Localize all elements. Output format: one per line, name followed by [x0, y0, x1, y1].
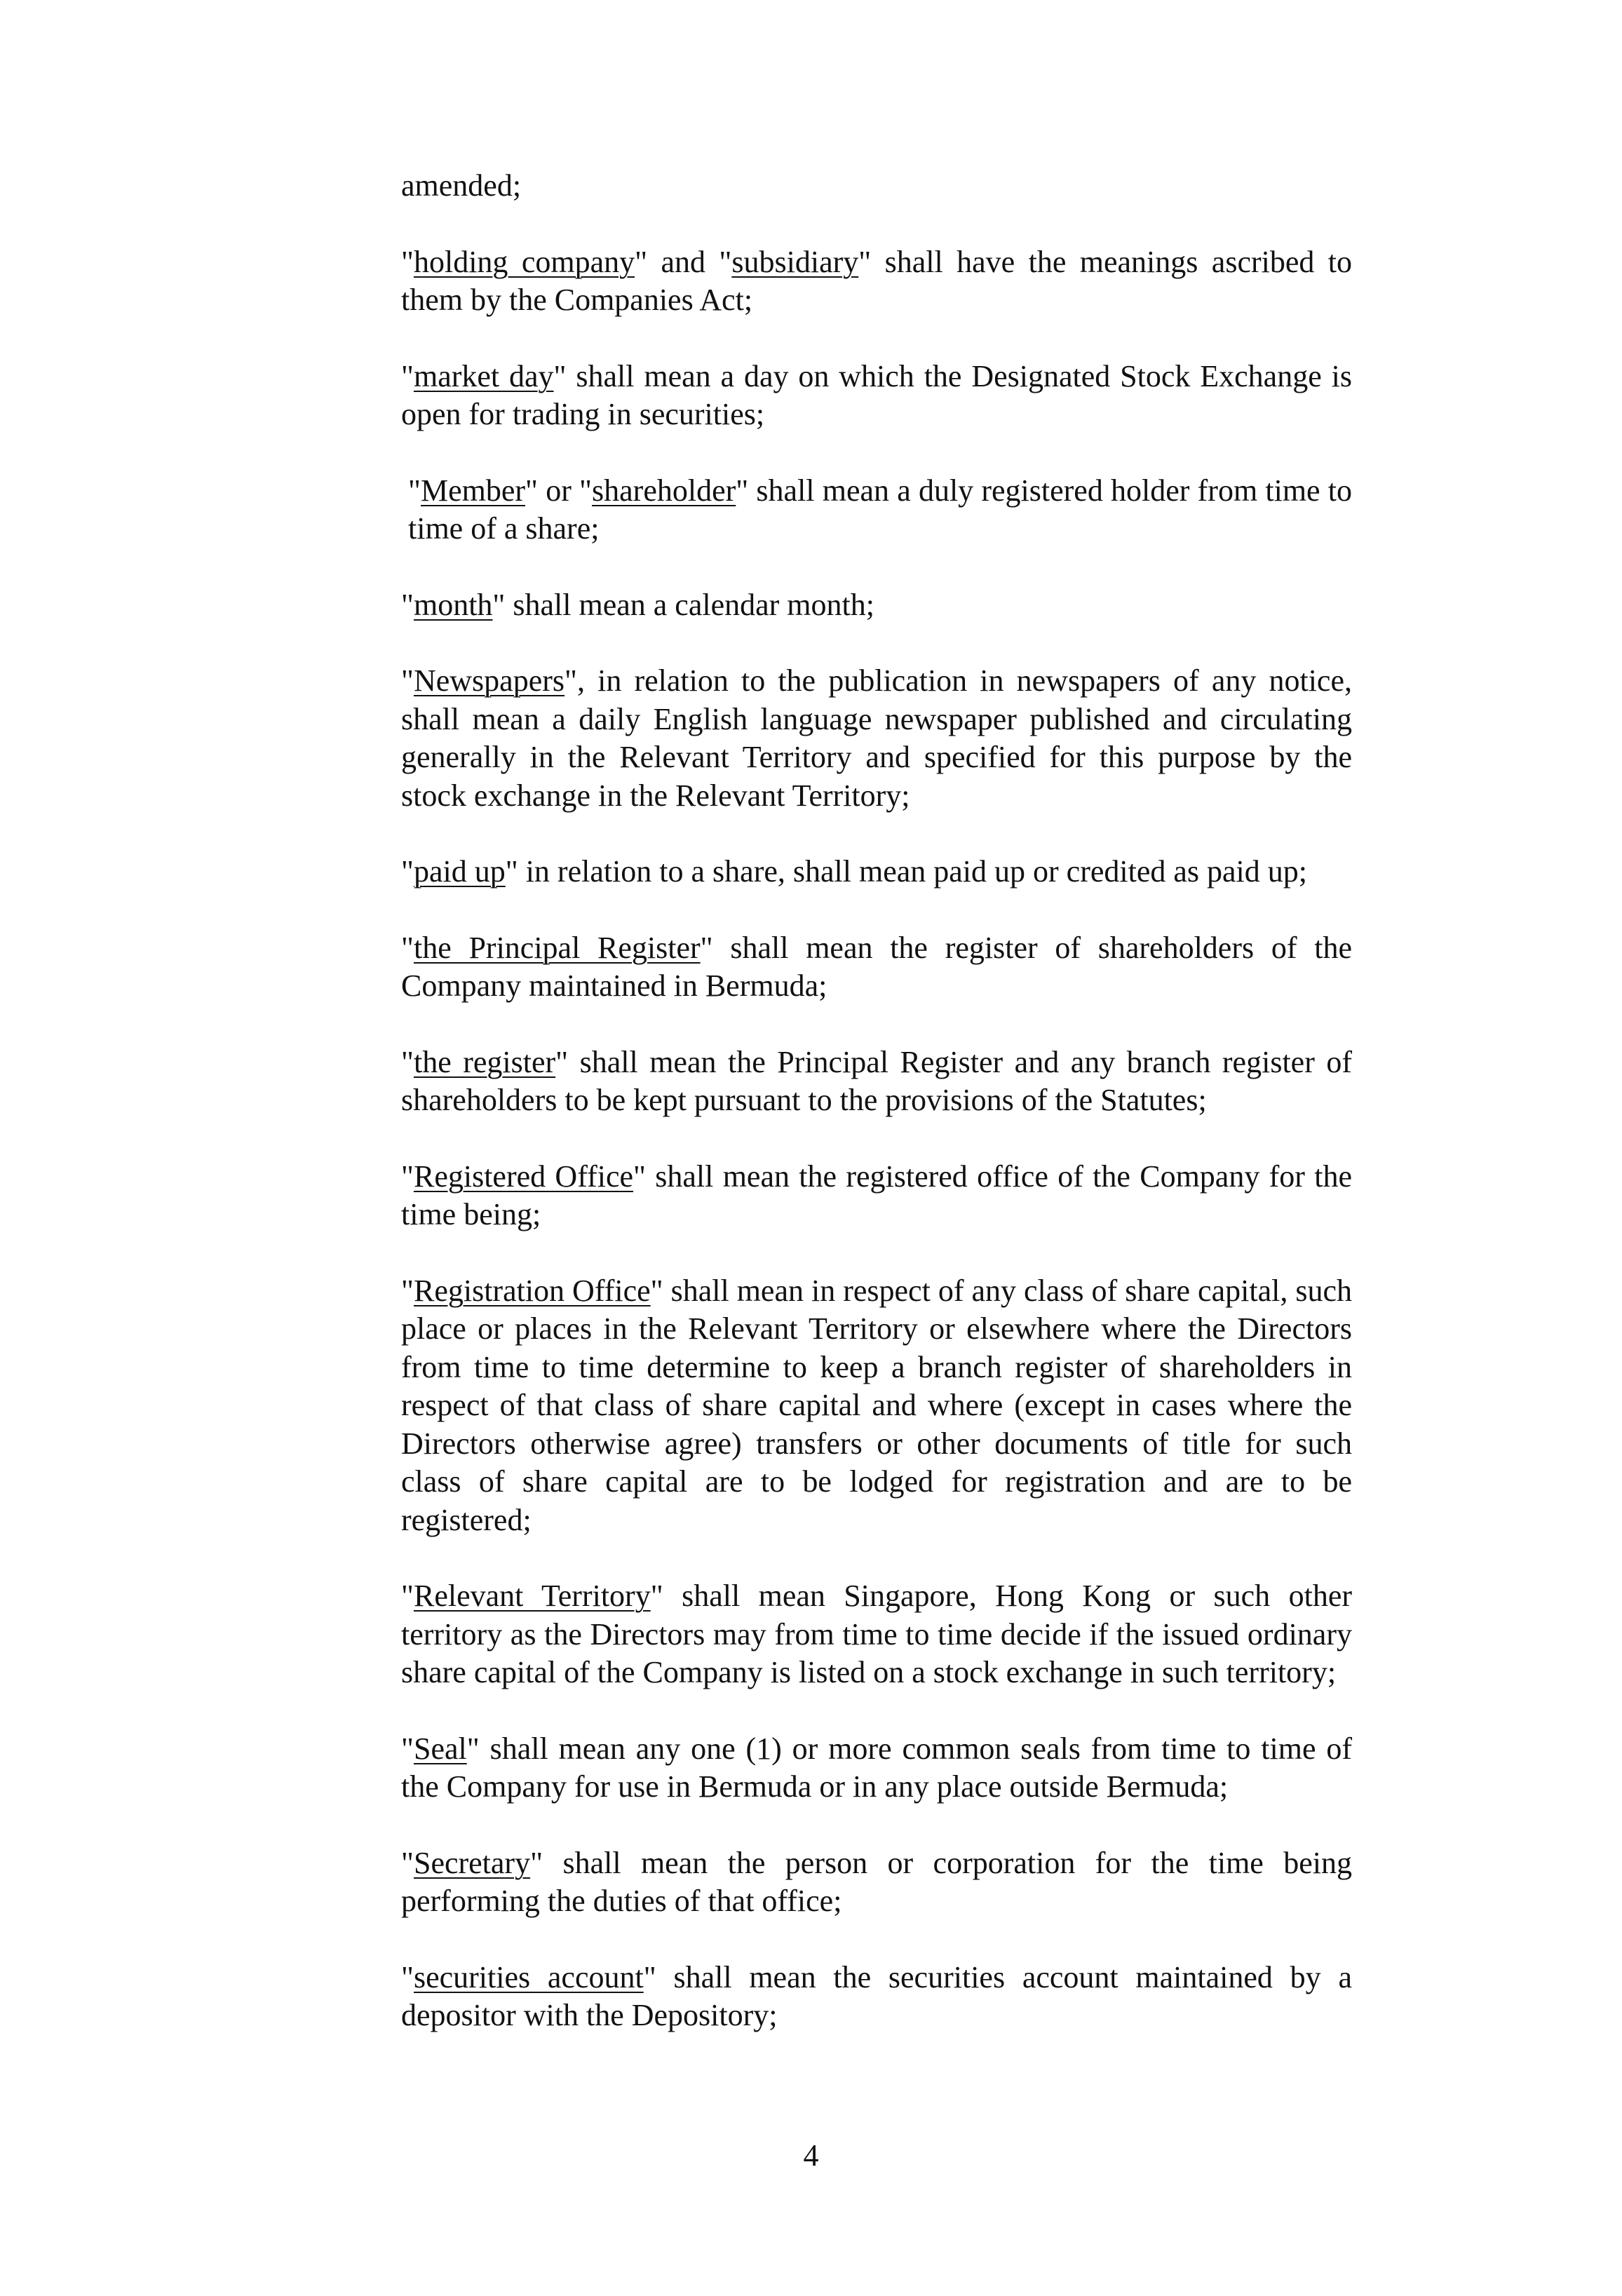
definition-text: " shall mean any one (1) or more common seals from time to time of the Company for use in Bermuda or in any place outside Bermuda; [401, 1731, 1352, 1804]
defined-term: shareholder [592, 473, 736, 508]
definition-text: " shall have the meanings ascribed to them by the Companies Act; [401, 244, 1353, 317]
definition-text: " shall mean the register of shareholders of the Company maintained in Bermuda; [401, 930, 1352, 1003]
defined-term: Newspapers [413, 663, 565, 698]
definition-text: ", in relation to the publication in newspapers of any notice, shall mean a daily English language newspaper published and circulating generally in the Relevant Territory and specified for this purpose by the stock exchange in the Relevant Territory; [401, 663, 1352, 813]
continuation-text: amended; [401, 168, 522, 203]
defined-term: Member [420, 473, 526, 508]
definition-market-day: "market day" shall mean a day on which the Designated Stock Exchange is open for trading in securities; [401, 358, 1352, 431]
definition-month: "month" shall mean a calendar month; [401, 587, 874, 622]
defined-term: Registration Office [413, 1273, 651, 1308]
definition-text: " shall mean a day on which the Designated Stock Exchange is open for trading in securities; [401, 358, 1352, 431]
definition-principal-register: "the Principal Register" shall mean the register of shareholders of the Company maintained in Bermuda; [401, 930, 1352, 1003]
definition-text: " shall mean Singapore, Hong Kong or such other territory as the Directors may from time to time decide if the issued ordinary share capital of the Company is listed on a stock exchange in such territory; [401, 1579, 1352, 1689]
definition-text: " shall mean the securities account maintained by a depositor with the Depository; [401, 1959, 1352, 2032]
definition-holding-company: "holding company" and "subsidiary" shall have the meanings ascribed to them by the Companies Act; [401, 244, 1353, 317]
defined-term: Secretary [413, 1845, 531, 1880]
defined-term: the Principal Register [413, 930, 701, 965]
defined-term: paid up [413, 854, 506, 889]
defined-term: month [413, 587, 493, 622]
defined-term: holding company [413, 244, 635, 279]
defined-term: the register [413, 1044, 556, 1079]
definition-securities-account: "securities account" shall mean the securities account maintained by a depositor with the Depository; [401, 1959, 1352, 2032]
defined-term: Relevant Territory [413, 1579, 651, 1613]
defined-term: market day [413, 358, 554, 393]
definition-relevant-territory: "Relevant Territory" shall mean Singapore, Hong Kong or such other territory as the Directors may from time to time decide if the issued ordinary share capital of the Company is listed on a stock exchange in such territory; [401, 1579, 1352, 1689]
defined-term: securities account [413, 1959, 644, 1994]
definition-newspapers: "Newspapers", in relation to the publication in newspapers of any notice, shall mean a daily English language newspaper published and circulating generally in the Relevant Territory and specified for this purpose by the stock exchange in the Relevant Territory; [401, 663, 1352, 813]
defined-term: subsidiary [731, 244, 859, 279]
definition-text: " shall mean a calendar month; [492, 587, 874, 622]
definition-the-register: "the register" shall mean the Principal Register and any branch register of shareholders to be kept pursuant to the provisions of the Statutes; [401, 1044, 1352, 1117]
definition-text: " shall mean in respect of any class of share capital, such place or places in the Relevant Territory or elsewhere where the Directors from time to time determine to keep a branch register of shareholders in respect of that class of share capital and where (except in cases where the Directors otherwise agree) transfers or other documents of title for such class of share capital are to be lodged for registration and are to be registered; [401, 1273, 1352, 1537]
definition-registered-office: "Registered Office" shall mean the registered office of the Company for the time being; [401, 1159, 1352, 1231]
definition-text: " in relation to a share, shall mean paid up or credited as paid up; [505, 854, 1308, 889]
definition-text: " shall mean a duly registered holder from time to time of a share; [408, 473, 1352, 546]
page-number: 4 [803, 2138, 819, 2173]
definition-text: " shall mean the Principal Register and any branch register of shareholders to be kept pursuant to the provisions of the Statutes; [401, 1044, 1352, 1117]
definition-text: " shall mean the person or corporation for the time being performing the duties of that office; [401, 1845, 1352, 1918]
document-body [401, 167, 1352, 2035]
definition-member: "Member" or "shareholder" shall mean a duly registered holder from time to time of a share; [408, 473, 1352, 546]
defined-term: Seal [413, 1731, 467, 1766]
definition-registration-office: "Registration Office" shall mean in respect of any class of share capital, such place or places in the Relevant Territory or elsewhere where the Directors from time to time determine to keep a branch register of shareholders in respect of that class of share capital and where (except in cases where the Directors otherwise agree) transfers or other documents of title for such class of share capital are to be lodged for registration and are to be registered; [401, 1273, 1352, 1537]
definition-seal: "Seal" shall mean any one (1) or more common seals from time to time of the Company for use in Bermuda or in any place outside Bermuda; [401, 1731, 1352, 1804]
definition-text: " shall mean the registered office of the Company for the time being; [401, 1159, 1352, 1231]
defined-term: Registered Office [413, 1159, 634, 1194]
definition-secretary: "Secretary" shall mean the person or corporation for the time being performing the duties of that office; [401, 1845, 1352, 1918]
definition-paid-up: "paid up" in relation to a share, shall mean paid up or credited as paid up; [401, 854, 1308, 889]
